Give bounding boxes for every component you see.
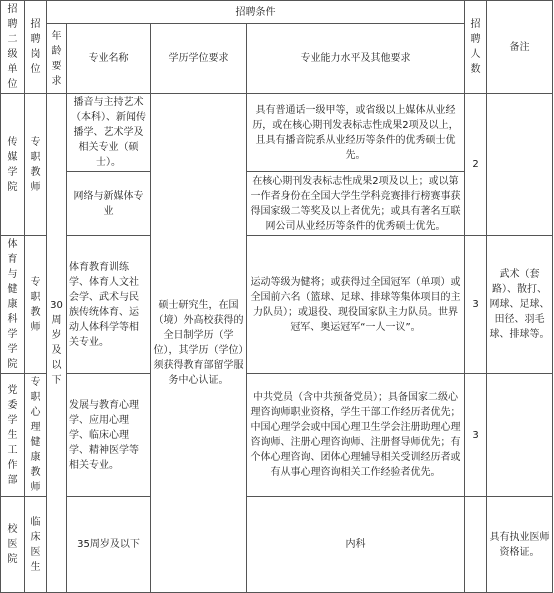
hospital-unit: 校医院 — [1, 497, 25, 593]
hospital-ability: 具有执业医师资格证。 — [487, 497, 553, 593]
party-unit: 党委学生工作部 — [1, 374, 25, 497]
hospital-post: 临床医生 — [25, 497, 47, 593]
media-major-b: 网络与新媒体专业 — [67, 172, 151, 236]
sports-ability: 运动等级为健将；或获得过全国冠军（单项）或全国前六名（篮球、足球、排球等集体项目的主力队员）；或退役、现役国家队主力队员。世界冠军、奥运冠军“一人一议”。 — [247, 236, 465, 374]
sports-note: 武术（套路）、散打、网球、足球、田径、羽毛球、排球等。 — [487, 236, 553, 374]
party-count: 3 — [465, 374, 487, 497]
shared-age: 30周岁及以下 — [47, 94, 67, 593]
party-major: 发展与教育心理学、应用心理学、临床心理学、精神医学等相关专业。 — [67, 374, 151, 497]
media-major-a: 播音与主持艺术（本科）、新闻传播学、艺术学及相关专业（硕士）。 — [67, 94, 151, 172]
header-note: 备注 — [487, 1, 553, 94]
media-ability-b: 在核心期刊发表标志性成果2项及以上；或以第一作者身份在全国大学生学科竞赛排行榜赛事获得国家级二等奖及以上者优先；或具有著名互联网公司从业经历等条件的优秀硕士优先。 — [247, 172, 465, 236]
header-unit: 招聘二级单位 — [1, 1, 25, 94]
header-major: 专业名称 — [67, 24, 151, 94]
shared-degree: 硕士研究生，在国（境）外高校获得的全日制学历（学位），其学历（学位）须获得教育部留学服务中心认证。 — [151, 94, 247, 593]
hospital-age: 35周岁及以下 — [67, 497, 151, 593]
hospital-major: 内科 — [247, 497, 465, 593]
party-post: 专职心理健康教师 — [25, 374, 47, 497]
sports-unit: 体育与健康科学学院 — [1, 236, 25, 374]
header-age: 年龄要求 — [47, 24, 67, 94]
sports-post: 专职教师 — [25, 236, 47, 374]
header-conditions: 招聘条件 — [47, 1, 465, 24]
media-post: 专职教师 — [25, 94, 47, 236]
header-degree: 学历学位要求 — [151, 24, 247, 94]
party-note — [487, 374, 553, 497]
media-ability-a: 具有普通话一级甲等，或省级以上媒体从业经历，或在核心期刊发表标志性成果2项及以上，且具有播音院系从业经历等条件的优秀硕士优先。 — [247, 94, 465, 172]
party-ability: 中共党员（含中共预备党员）；具备国家二级心理咨询师职业资格，学生干部工作经历者优先；中国心理学会或中国心理卫生学会注册助理心理咨询师、注册心理咨询师、注册督导师优先；有个体心理咨询、团体心理辅导相关受训经历者或有从事心理咨询相关工作经验者优先。 — [247, 374, 465, 497]
header-post: 招聘岗位 — [25, 1, 47, 94]
hospital-degree — [465, 497, 487, 593]
sports-major: 体育教育训练学、体育人文社会学、武术与民族传统体育、运动人体科学等相关专业。 — [67, 236, 151, 374]
media-note — [487, 94, 553, 236]
sports-count: 3 — [465, 236, 487, 374]
media-unit: 传媒学院 — [1, 94, 25, 236]
header-ability: 专业能力水平及其他要求 — [247, 24, 465, 94]
media-count: 2 — [465, 94, 487, 236]
header-count: 招聘人数 — [465, 1, 487, 94]
